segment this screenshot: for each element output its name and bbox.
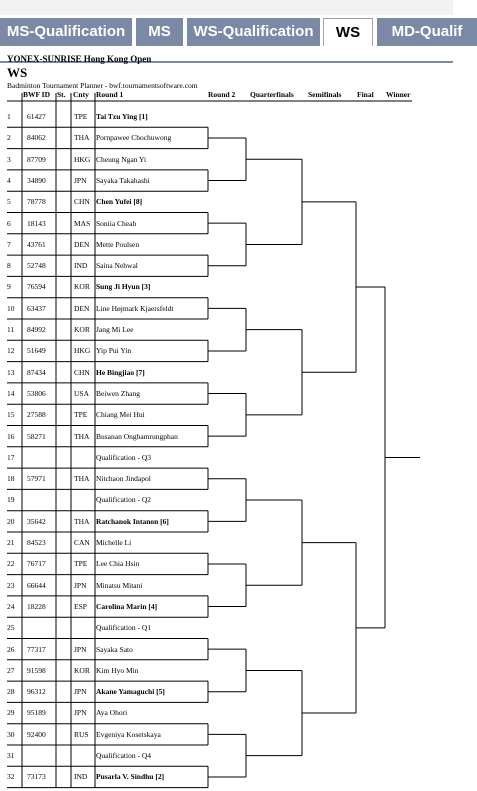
player-country: IND [74,261,88,271]
source-text: Badminton Tournament Planner - bwf.tournamentsoftware.com [7,81,198,90]
player-bwf-id: 34890 [27,175,46,185]
draw-position: 2 [7,133,11,143]
player-name: Qualification - Q1 [96,623,151,633]
player-name[interactable]: Carolina Marin [4] [96,601,158,611]
draw-position: 29 [7,708,15,718]
draw-position: 32 [7,772,15,782]
player-country: DEN [74,303,90,313]
player-name[interactable]: Aya Ohori [96,708,128,718]
player-country: JPN [74,580,87,590]
col-header-cnty: Cnty [73,90,89,99]
draw-position: 7 [7,239,11,249]
player-name[interactable]: Kim Hyo Min [96,665,139,675]
draw-position: 28 [7,687,15,697]
player-country: RUS [74,729,89,739]
player-bwf-id: 63437 [27,303,46,313]
player-bwf-id: 91598 [27,665,46,675]
player-bwf-id: 57971 [27,474,46,484]
player-bwf-id: 51649 [27,346,46,356]
player-name[interactable]: Sayaka Sato [96,644,133,654]
draw-position: 12 [7,346,15,356]
player-bwf-id: 35642 [27,516,46,526]
player-name[interactable]: Michelle Li [96,538,132,547]
draw-position: 1 [7,112,11,121]
player-bwf-id: 92400 [27,729,46,739]
player-bwf-id: 84523 [27,538,46,547]
draw-position: 14 [7,388,15,398]
draw-position: 3 [7,154,11,164]
player-bwf-id: 96312 [27,687,46,697]
draw-position: 19 [7,495,15,505]
player-name[interactable]: Chiang Mei Hui [96,410,145,420]
col-header-st: St. [57,90,66,99]
draw-position: 4 [7,175,11,185]
player-name: Qualification - Q4 [96,751,151,760]
player-name[interactable]: Evgeniya Kosetskaya [96,729,161,739]
draw-position: 11 [7,325,15,334]
player-bwf-id: 18228 [27,601,46,611]
player-country: KOR [74,282,90,292]
player-bwf-id: 53806 [27,388,46,398]
player-country: TPE [74,112,88,121]
player-name[interactable]: Akane Yamaguchi [5] [96,687,165,697]
player-name[interactable]: Jang Mi Lee [96,325,134,334]
player-name[interactable]: Ratchanok Intanon [6] [96,516,169,526]
draw-position: 31 [7,751,15,760]
player-name[interactable]: Chen Yufei [8] [96,197,143,207]
draw-position: 16 [7,431,15,441]
event-title: WS [7,65,28,80]
draw-position: 8 [7,261,11,271]
draw-position: 20 [7,516,15,526]
player-bwf-id: 95189 [27,708,46,718]
player-country: CHN [74,197,90,207]
player-name[interactable]: He Bingjiao [7] [96,367,145,377]
player-name[interactable]: Lee Chia Hsin [96,559,140,569]
player-country: TPE [74,559,88,569]
player-country: USA [74,388,90,398]
tab-ms-qualification[interactable]: MS-Qualification [0,18,132,46]
player-name[interactable]: Pusarla V. Sindhu [2] [96,772,165,782]
player-name[interactable]: Mette Poulsen [96,239,140,249]
player-country: CAN [74,538,90,547]
player-country: KOR [74,665,90,675]
player-bwf-id: 61427 [27,112,46,121]
player-bwf-id: 76594 [27,282,46,292]
tab-ws-qualification[interactable]: WS-Qualification [187,18,320,46]
draw-position: 13 [7,367,15,377]
col-header-bwf-id: BWF ID [23,90,51,99]
player-bwf-id: 52748 [27,261,46,271]
tab-md-qualification[interactable]: MD-Qualif [377,18,477,46]
player-name[interactable]: Busanan Ongbamrungphan [96,431,178,441]
player-bwf-id: 76717 [27,559,46,569]
draw-position: 26 [7,644,15,654]
player-bwf-id: 84062 [27,133,46,143]
player-bwf-id: 87434 [27,367,46,377]
col-header-quarterfinals: Quarterfinals [250,90,294,99]
tab-ms[interactable]: MS [136,18,183,46]
tab-ws[interactable]: WS [323,18,373,46]
player-name[interactable]: Cheung Ngan Yi [96,154,147,164]
player-name[interactable]: Beiwen Zhang [96,388,140,398]
player-name[interactable]: Pornpawee Chochuwong [96,133,172,143]
player-bwf-id: 43761 [27,239,46,249]
draw-position: 27 [7,665,15,675]
player-name[interactable]: Tai Tzu Ying [1] [96,112,148,121]
draw-position: 15 [7,410,15,420]
player-country: TPE [74,410,88,420]
player-name[interactable]: Soniia Cheah [96,218,137,228]
player-name: Qualification - Q2 [96,495,151,505]
player-name[interactable]: Saina Nehwal [96,261,138,271]
draw-position: 9 [7,282,11,292]
draw-position: 6 [7,218,11,228]
col-header-round1: Round 1 [96,90,124,99]
player-bwf-id: 77317 [27,644,46,654]
tournament-title: YONEX-SUNRISE Hong Kong Open [7,54,152,64]
draw-position: 24 [7,601,15,611]
player-bwf-id: 58271 [27,431,46,441]
col-header-round2: Round 2 [208,90,236,99]
player-country: ESP [74,601,87,611]
draw-position: 5 [7,197,11,207]
player-bwf-id: 27588 [27,410,46,420]
player-country: JPN [74,644,87,654]
player-country: KOR [74,325,90,334]
draw-position: 22 [7,559,15,569]
player-country: THA [74,133,90,143]
player-country: JPN [74,175,87,185]
draw-position: 25 [7,623,15,633]
player-name: Qualification - Q3 [96,452,151,462]
player-name[interactable]: Nitchaon Jindapol [96,474,151,484]
player-country: THA [74,516,90,526]
player-name[interactable]: Sung Ji Hyun [3] [96,282,151,292]
draw-position: 23 [7,580,15,590]
player-bwf-id: 87709 [27,154,46,164]
col-header-semifinals: Semifinals [308,90,342,99]
draw-position: 30 [7,729,15,739]
player-bwf-id: 73173 [27,772,46,782]
player-name[interactable]: Yip Pui Yin [96,346,132,356]
player-country: THA [74,431,90,441]
player-country: JPN [74,708,87,718]
player-country: JPN [74,687,87,697]
player-country: HKG [74,154,91,164]
player-country: THA [74,474,90,484]
player-name[interactable]: Minatsu Mitani [96,580,143,590]
player-name[interactable]: Line Højmark Kjaersfeldt [96,303,174,313]
player-bwf-id: 66644 [27,580,46,590]
player-bwf-id: 18143 [27,218,46,228]
player-bwf-id: 84992 [27,325,46,334]
col-header-final: Final [357,90,374,99]
player-country: DEN [74,239,90,249]
draw-position: 17 [7,452,15,462]
draw-position: 10 [7,303,15,313]
draw-position: 18 [7,474,15,484]
player-country: HKG [74,346,91,356]
player-country: CHN [74,367,90,377]
col-header-winner: Winner [386,90,411,99]
draw-position: 21 [7,538,15,547]
player-bwf-id: 78778 [27,197,46,207]
player-name[interactable]: Sayaka Takahashi [96,175,150,185]
player-country: IND [74,772,88,782]
player-country: MAS [74,218,91,228]
